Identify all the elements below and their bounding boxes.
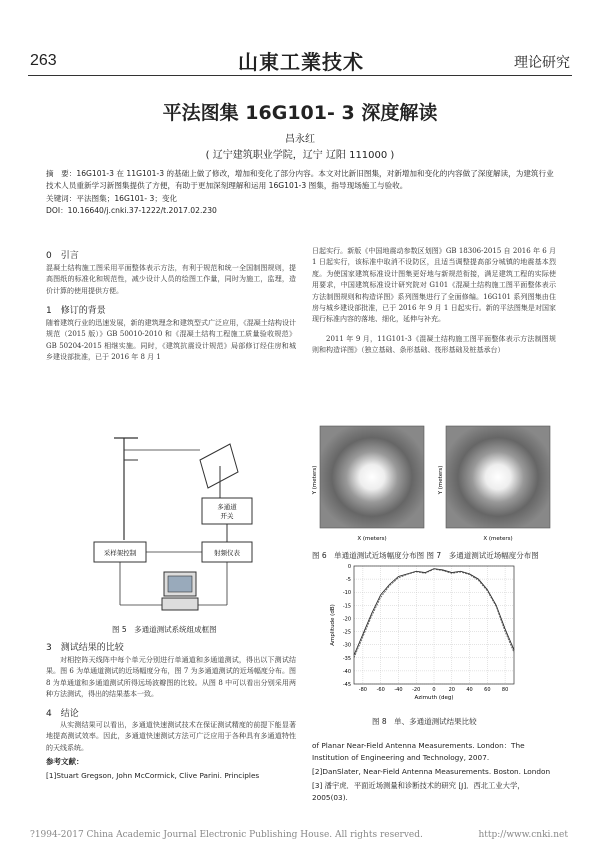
x-tick-label: -20 <box>412 687 421 693</box>
figure-7-heatmap <box>438 426 550 542</box>
x-tick-label: 60 <box>484 687 491 693</box>
figure-6-y-label: Y (meters) <box>312 465 318 495</box>
doi[interactable]: DOI：10.16640/j.cnki.37-1222/t.2017.02.230 <box>46 206 217 215</box>
section-intro-title: 0 引言 <box>46 251 79 261</box>
abstract: 摘 要：16G101-3 在 11G101-3 的基础上做了修改，增加和变化了部分内容。本文对比新旧图集，对新增加和变化的内容做了深度解读，为建筑行业技术人员重新学习新图集提供了方便，有助于更加深刻理解和运用 16G101-3 图集，指导现场施工与验收。 <box>46 169 554 190</box>
section-4-paragraph: 从实测结果可以看出，多通道快速测试技术在保证测试精度的前提下能显著地提高测试效率。因此，多通道快速测试方法可广泛应用于各种具有多通道特性的天线系统。 <box>46 721 296 752</box>
y-tick-label: -40 <box>342 668 351 675</box>
y-tick-label: -25 <box>342 629 351 636</box>
page-number: 263 <box>30 52 57 69</box>
y-axis-label: Amplitude (dB) <box>330 604 336 646</box>
author: 昌永红 <box>285 134 315 145</box>
x-tick-label: 20 <box>448 687 455 693</box>
x-tick-label: -80 <box>358 687 367 693</box>
section-4-title: 4 结论 <box>46 709 79 719</box>
x-tick-label: 40 <box>466 687 473 693</box>
multichannel-switch-label-2: 开关 <box>220 512 234 520</box>
figure-6-7-nearfield-maps <box>312 418 556 548</box>
reference-1: [1]Stuart Gregson, John McCormick, Clive Parini. Principles <box>46 771 260 780</box>
references-title: 参考文献： <box>46 757 84 766</box>
y-tick-label: -15 <box>342 603 351 610</box>
sampling-control-label: 采样架控制 <box>103 549 137 557</box>
figure-8-line-chart <box>326 560 526 710</box>
figure-6-7-caption: 图 6 单通道测试近场幅度分布图 图 7 多通道测试近场幅度分布图 <box>312 551 539 560</box>
section-1-title: 1 修订的背景 <box>46 306 106 316</box>
header-divider <box>28 75 572 76</box>
y-tick-label: 0 <box>347 564 351 570</box>
section-label: 理论研究 <box>514 55 570 71</box>
y-tick-label: -45 <box>342 682 351 688</box>
reference-3: [3] 潘宇虎．平面近场测量和诊断技术的研究 [J]．西北工业大学，2005(03). <box>312 781 525 802</box>
multichannel-switch-box <box>202 498 252 524</box>
y-tick-label: -35 <box>342 655 351 662</box>
figure-6-heatmap <box>312 426 424 542</box>
rf-instrument-label: 射频仪表 <box>214 549 240 557</box>
y-tick-label: -10 <box>342 590 351 597</box>
reference-1-continued: of Planar Near-Field Antenna Measurements. London：The Institution of Engineering and Technology, 2007. <box>312 741 525 762</box>
figure-6-x-label: X (meters) <box>357 536 387 542</box>
footer-copyright: ?1994-2017 China Academic Journal Electronic Publishing House. All rights reserved. <box>30 830 423 840</box>
x-tick-label: 80 <box>501 687 509 693</box>
x-tick-label: -60 <box>376 687 385 693</box>
section-3-paragraph: 对相控阵天线阵中每个单元分别进行单通道和多通道测试，得出以下测试结果。图 6 为单通道测试的近场幅度分布，图 7 为多通道测试的近场幅度分布。图 8 为单通道和多通道测试所得远场波瓣图的比较。从图 8 中可以看出分别采用两种方法测试，得出的结果基本一致。 <box>46 656 296 699</box>
figure-5-caption: 图 5 多通道测试系统组成框图 <box>112 625 217 634</box>
y-tick-label: -5 <box>346 577 351 584</box>
affiliation: ( 辽宁建筑职业学院，辽宁 辽阳 111000 ) <box>205 150 395 161</box>
figure-5-block-diagram <box>80 430 290 615</box>
computer-base-icon <box>162 598 198 610</box>
antenna-array-icon <box>200 444 238 488</box>
figure-8-caption: 图 8 单、多通道测试结果比较 <box>372 717 477 726</box>
keywords: 关键词：平法图集；16G101- 3；变化 <box>46 194 178 203</box>
intro-paragraph: 混凝土结构施工图采用平面整体表示方法，有利于规范和统一全国制图规则，提高图纸的标准化和规范性，减少设计人员的绘图工作量，同时为施工，监理，造价计算的使用提供方便。 <box>46 264 296 295</box>
reference-2: [2]DanSlater, Near-Field Antenna Measurements. Boston. London <box>312 767 551 776</box>
journal-title: 山東工業技术 <box>238 50 364 74</box>
section-3-title: 3 测试结果的比较 <box>46 643 124 653</box>
section-1-paragraph: 随着建筑行业的迅速发展，新的建筑理念和建筑型式广泛应用，《混凝土结构设计规范（2015 版）》GB 50010-2010 和《混凝土结构工程施工质量验收规范》GB 50204-2015 相继实施。同时，《建筑抗震设计规范》局部修订经住房和城乡建设部批准，已于 2016 年 8 月 1 <box>46 319 296 362</box>
right-column-paragraph-1: 日起实行。新版《中国地震动参数区划图》GB 18306-2015 自 2016 年 6 月 1 日起实行，该标准中取消不设防区，且适当调整提高部分城镇的地震基本烈度。为使国家建筑标准设计图集更好地与新规范衔接，满足建筑工程的实际使用要求，中国建筑标准设计研究院对 G101《混凝土结构施工图平面整体表示方法制图规则和构造详图》系列图集进行了全面修编。16G101 系列图集由住房与城乡建设部批准，已于 2016 年 9 月 1 日起实行。新的平法图集是对国家现行标准内容的落地、细化，延伸与补充。 <box>312 247 556 324</box>
x-tick-label: 0 <box>432 687 436 693</box>
multichannel-switch-label-1: 多通道 <box>217 503 237 511</box>
x-axis-label: Azimuth (deg) <box>414 695 454 701</box>
x-tick-label: -40 <box>394 687 403 693</box>
figure-7-y-label: Y (meters) <box>438 465 444 495</box>
y-tick-label: -20 <box>342 616 351 623</box>
right-column-paragraph-2: 2011 年 9 月，11G101-3《混凝土结构施工图平面整体表示方法制图规则和构造详图》（独立基础、条形基础、筏形基础及桩基承台） <box>312 335 556 355</box>
y-tick-label: -30 <box>342 642 351 649</box>
footer-url[interactable]: http://www.cnki.net <box>478 830 568 840</box>
figure-7-x-label: X (meters) <box>483 536 513 542</box>
paper-title: 平法图集 16G101- 3 深度解读 <box>162 102 438 124</box>
